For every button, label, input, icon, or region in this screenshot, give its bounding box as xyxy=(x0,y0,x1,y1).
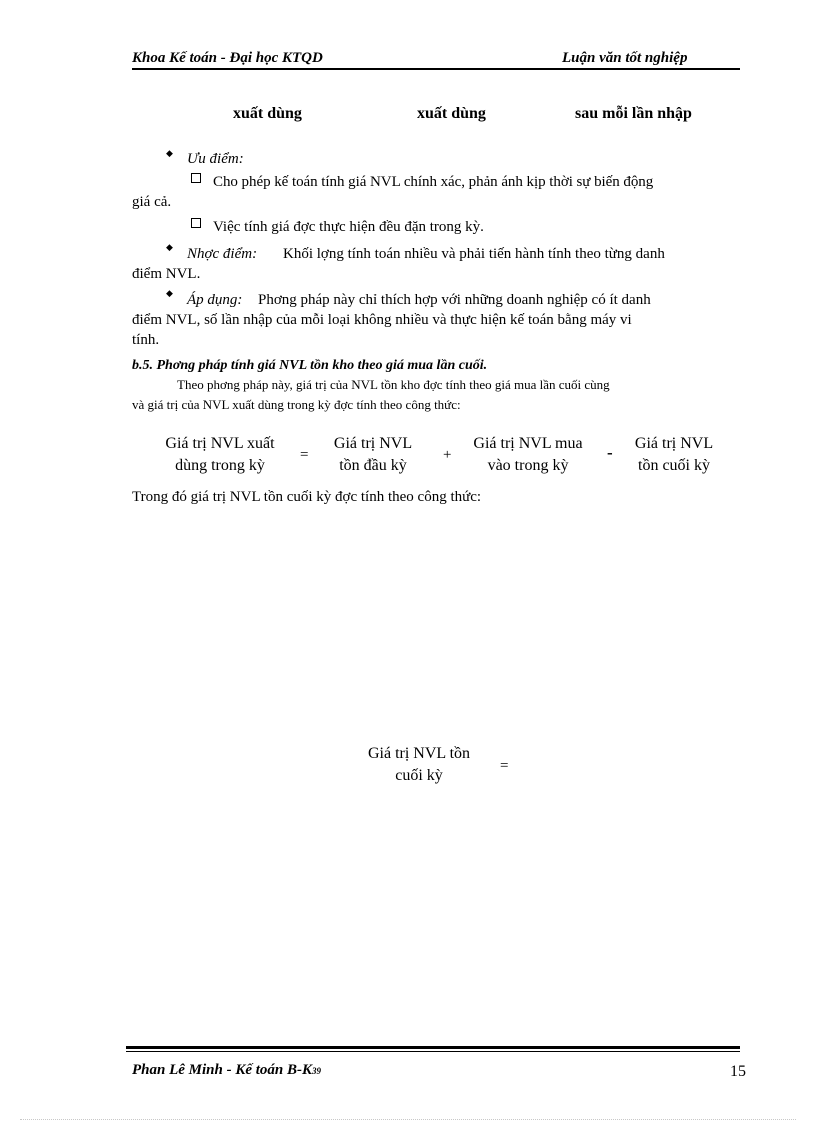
disadvantages-text-line1: Khối lợng tính toán nhiều và phải tiến hành tính theo từng danh xyxy=(283,246,665,262)
footer-author-sub: 39 xyxy=(312,1066,322,1076)
formula2-term-line2: cuối kỳ xyxy=(395,767,443,784)
page-bottom-dotted-border xyxy=(20,1119,796,1120)
top-row-col2: xuất dùng xyxy=(417,105,486,122)
formula2-op-equals: = xyxy=(500,758,509,774)
checkbox-square-icon xyxy=(191,218,201,228)
header-left: Khoa Kế toán - Đại học KTQD xyxy=(132,50,323,66)
section-para-line1: Theo phơng pháp này, giá trị của NVL tồn kho đợc tính theo giá mua lần cuối cùng xyxy=(177,377,610,392)
checkbox-square-icon xyxy=(191,173,201,183)
formula2-term-line1: Giá trị NVL tồn xyxy=(367,745,471,762)
section-heading: b.5. Phơng pháp tính giá NVL tồn kho theo giá mua lần cuối. xyxy=(132,358,488,373)
formula1-term3 xyxy=(458,433,598,477)
header-rule xyxy=(132,68,740,70)
advantages-item1-line1: Cho phép kế toán tính giá NVL chính xác, phản ánh kịp thời sự biến động xyxy=(213,174,654,190)
formula1-term3-line1: Giá trị NVL mua xyxy=(473,435,583,452)
footer-author xyxy=(132,1062,321,1079)
application-text-line2: điểm NVL, số lần nhập của mỗi loại không nhiều và thực hiện kế toán bằng máy vi xyxy=(132,312,632,328)
footer-rule-thin xyxy=(126,1051,740,1052)
formula1-op-equals: = xyxy=(300,447,309,463)
formula1-term1-line2: dùng trong kỳ xyxy=(175,457,265,474)
formula1-op-plus: + xyxy=(443,447,452,463)
footer-author-name: Phan Lê Minh - Kế toán B-K xyxy=(132,1062,313,1078)
formula1-term4 xyxy=(621,433,727,477)
top-row-col1: xuất dùng xyxy=(233,105,302,122)
page-number: 15 xyxy=(730,1063,746,1080)
footer-rule-thick xyxy=(126,1046,740,1049)
formula1-term2-line1: Giá trị NVL xyxy=(333,435,413,452)
formula1-term1 xyxy=(146,433,294,477)
disadvantages-title: Nhợc điểm: xyxy=(187,246,258,262)
formula1-term1-line1: Giá trị NVL xuất xyxy=(165,435,275,452)
formula1-term4-line1: Giá trị NVL xyxy=(634,435,714,452)
formula1-term2 xyxy=(318,433,428,477)
header-right: Luận văn tốt nghiệp xyxy=(562,50,688,66)
application-text-line3: tính. xyxy=(132,332,160,348)
application-text-line1: Phơng pháp này chỉ thích hợp với những doanh nghiệp có ít danh xyxy=(258,292,651,308)
formula1-term3-line2: vào trong kỳ xyxy=(487,457,569,474)
advantages-item1-line2: giá cả. xyxy=(132,194,172,210)
disadvantages-text-line2: điểm NVL. xyxy=(132,266,201,282)
application-title: Áp dụng: xyxy=(187,292,243,308)
advantages-title: Ưu điểm: xyxy=(187,151,244,167)
section-para-line2: và giá trị của NVL xuất dùng trong kỳ đợc tính theo công thức: xyxy=(132,397,461,412)
bullet-diamond-icon: ◆ xyxy=(166,242,173,252)
advantages-item2: Việc tính giá đợc thực hiện đều đặn trong kỳ. xyxy=(213,219,484,235)
formula1-term2-line2: tồn đầu kỳ xyxy=(339,457,407,474)
formula-intro: Trong đó giá trị NVL tồn cuối kỳ đợc tính theo công thức: xyxy=(132,489,482,505)
bullet-diamond-icon: ◆ xyxy=(166,148,173,158)
formula1-term4-line2: tồn cuối kỳ xyxy=(638,457,710,474)
formula2-term xyxy=(352,743,486,787)
top-row-col3: sau mỗi lần nhập xyxy=(575,105,692,122)
formula1-op-minus: - xyxy=(607,443,613,462)
bullet-diamond-icon: ◆ xyxy=(166,288,173,298)
